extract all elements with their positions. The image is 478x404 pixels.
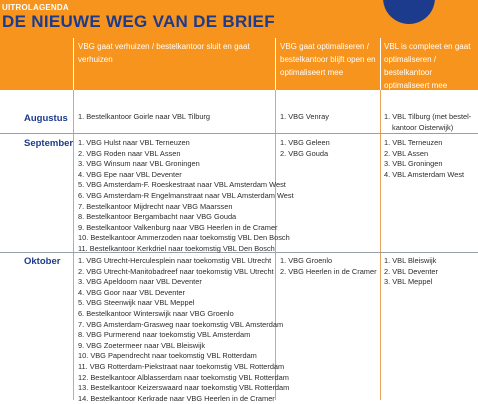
list-item: 1. VBL Bleiswijk bbox=[384, 256, 437, 265]
list-item: 1. VBG Utrecht-Herculesplein naar toekomstig VBL Utrecht bbox=[78, 256, 272, 265]
list-item: 6. VBG Amsterdam-R Engelmanstraat naar VBL Amsterdam West bbox=[78, 190, 294, 200]
list-item: 5. VBG Steenwijk naar VBL Meppel bbox=[78, 298, 195, 308]
augustus-verhuizen-list bbox=[78, 112, 210, 123]
oktober-verhuizen-list bbox=[78, 256, 289, 404]
month-september: September bbox=[24, 138, 74, 149]
header-divider-1 bbox=[73, 38, 74, 90]
list-item: 7. Bestelkantoor Mijdrecht naar VBG Maarssen bbox=[78, 201, 233, 211]
list-item: 7. VBG Amsterdam-Grasweg naar toekomstig VBL Amsterdam bbox=[78, 319, 284, 329]
list-item: 4. VBL Amsterdam West bbox=[384, 169, 465, 179]
list-item: 4. VBG Goor naar VBL Deventer bbox=[78, 287, 185, 297]
oktober-optimaliseren-list bbox=[280, 256, 377, 277]
list-item: 1. VBL Tilburg (met bestel- bbox=[384, 112, 472, 121]
list-item: 3. VBG Apeldoorn naar VBL Deventer bbox=[78, 277, 202, 287]
list-item: 1. VBG Venray bbox=[280, 112, 329, 121]
list-item: 11. VBG Rotterdam-Piekstraat naar toekomstig VBL Rotterdam bbox=[78, 361, 285, 371]
list-item: kantoor Oisterwijk) bbox=[392, 122, 454, 132]
list-item: 1. VBG Groenlo bbox=[280, 256, 333, 265]
column-header-optimaliseren: VBG gaat optimaliseren / bestelkantoor blijft open en optimaliseert mee bbox=[280, 42, 376, 77]
page-title: DE NIEUWE WEG VAN DE BRIEF bbox=[2, 12, 275, 31]
list-item: 5. VBG Amsterdam-F. Roeskestraat naar VBL Amsterdam West bbox=[78, 180, 286, 190]
list-item: 2. VBG Heerlen in de Cramer bbox=[280, 266, 377, 276]
list-item: 8. Bestelkantoor Bergambacht naar VBG Gouda bbox=[78, 212, 237, 222]
list-item: 3. VBG Winsum naar VBL Groningen bbox=[78, 159, 200, 169]
list-item: 2. VBL Assen bbox=[384, 148, 429, 158]
list-item: 3. VBL Meppel bbox=[384, 277, 433, 287]
september-optimaliseren-list bbox=[280, 138, 330, 159]
list-item: 9. Bestelkantoor Valkenburg naar VBG Heerlen in de Cramer bbox=[78, 222, 278, 232]
list-item: 1. VBL Terneuzen bbox=[384, 138, 443, 147]
list-item: 11. Bestelkantoor Kerkdriel naar toekomstig VBL Den Bosch bbox=[78, 243, 275, 253]
augustus-compleet-list bbox=[384, 112, 471, 133]
augustus-optimaliseren-list bbox=[280, 112, 329, 123]
list-item: 1. VBG Geleen bbox=[280, 138, 330, 147]
list-item: 13. Bestelkantoor Keizerswaard naar toekomstig VBL Rotterdam bbox=[78, 383, 290, 393]
september-verhuizen-list bbox=[78, 138, 294, 255]
list-item: 2. VBG Roden naar VBL Assen bbox=[78, 148, 181, 158]
oktober-compleet-list bbox=[384, 256, 438, 288]
list-item: 12. Bestelkantoor Alblasserdam naar toekomstig VBL Rotterdam bbox=[78, 372, 289, 382]
list-item: 3. VBL Groningen bbox=[384, 159, 443, 169]
list-item: 6. Bestelkantoor Winterswijk naar VBG Groenlo bbox=[78, 308, 234, 318]
month-oktober: Oktober bbox=[24, 256, 61, 267]
list-item: 2. VBG Gouda bbox=[280, 148, 329, 158]
column-divider-3 bbox=[380, 90, 381, 400]
column-divider-1 bbox=[73, 90, 74, 400]
column-header-verhuizen: VBG gaat verhuizen / bestelkantoor sluit en gaat verhuizen bbox=[78, 42, 250, 64]
list-item: 10. Bestelkantoor Ammerzoden naar toekomstig VBL Den Bosch bbox=[78, 233, 290, 243]
list-item: 8. VBG Purmerend naar toekomstig VBL Amsterdam bbox=[78, 330, 251, 340]
list-item: 4. VBG Epe naar VBL Deventer bbox=[78, 169, 182, 179]
september-compleet-list bbox=[384, 138, 464, 180]
list-item: 1. Bestelkantoor Goirle naar VBL Tilburg bbox=[78, 112, 211, 121]
list-item: 10. VBG Papendrecht naar toekomstig VBL Rotterdam bbox=[78, 351, 257, 361]
header-divider-3 bbox=[380, 38, 381, 90]
header-divider-2 bbox=[275, 38, 276, 90]
list-item: 14. Bestelkantoor Kerkrade naar VBG Heerlen in de Cramer bbox=[78, 393, 275, 403]
list-item: 9. VBG Zoetermeer naar VBL Bleiswijk bbox=[78, 340, 206, 350]
list-item: 2. VBG Utrecht-Manitobadreef naar toekomstig VBL Utrecht bbox=[78, 266, 274, 276]
column-header-compleet: VBL is compleet en gaat optimaliseren / bestelkantoor optimaliseert mee bbox=[384, 42, 471, 90]
month-augustus: Augustus bbox=[24, 113, 68, 124]
section-kicker: UITROLAGENDA bbox=[2, 3, 69, 12]
list-item: 1. VBG Hulst naar VBL Terneuzen bbox=[78, 138, 190, 147]
list-item: 2. VBL Deventer bbox=[384, 266, 438, 276]
